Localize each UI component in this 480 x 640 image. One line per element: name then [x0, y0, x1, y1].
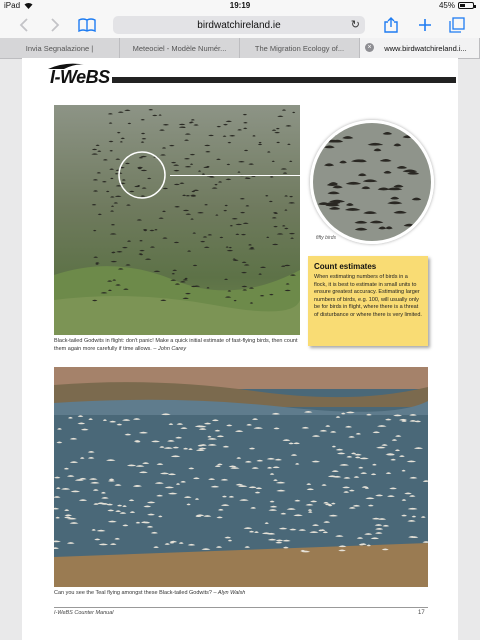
box-body: When estimating numbers of birds in a flock, it is best to estimate in small units to ensure greatest accuracy. Estimating larger numbers of birds, e.g. 100, will usually only be for birds in flight, where there is a threat of disturbance or where there is very limited. [314, 274, 422, 318]
tab-migration[interactable] [240, 38, 360, 58]
chevron-right-icon [51, 18, 60, 32]
chevron-left-icon [19, 18, 28, 32]
caption-text: Black-tailed Godwits in flight: don't panic! Make a quick initial estimate of fast-flying birds, then count them again more carefully if time allows. [54, 338, 298, 352]
tab-invia[interactable] [0, 38, 120, 58]
back-button[interactable] [12, 15, 34, 35]
url-text: birdwatchireland.ie [197, 19, 281, 31]
forward-button[interactable] [44, 15, 66, 35]
new-tab-button[interactable] [414, 15, 436, 35]
document-page [22, 58, 458, 640]
page-number: 17 [418, 610, 425, 616]
browser-toolbar [0, 12, 480, 38]
share-icon [384, 17, 398, 33]
bookmarks-button[interactable] [76, 15, 98, 35]
tab-label: www.birdwatchireland.i... [384, 43, 467, 53]
address-bar[interactable] [113, 16, 365, 34]
footer-title: I-WeBS Counter Manual [54, 610, 114, 616]
photo1-caption [54, 338, 304, 353]
tab-label: Meteociel - Modèle Numér... [132, 43, 227, 53]
bird-silhouette [327, 134, 336, 137]
status-time: 19:19 [229, 1, 251, 10]
tabs-icon [449, 17, 465, 33]
status-bar [0, 0, 480, 12]
tabs-overview-button[interactable] [446, 15, 468, 35]
tab-birdwatchireland[interactable] [360, 38, 480, 58]
tab-label: The Migration Ecology of... [254, 43, 345, 53]
book-icon [78, 18, 96, 32]
footer-rule [54, 607, 428, 608]
box-title: Count estimates [314, 262, 377, 271]
header-rule [112, 77, 456, 83]
caption-text: Can you see the Teal flying amongst these Black-tailed Godwits? [54, 590, 212, 596]
plus-icon [418, 18, 432, 32]
tab-meteociel[interactable] [120, 38, 240, 58]
godwits-teal-photo [54, 367, 428, 587]
godwits-photo [54, 105, 300, 335]
tab-label: Invia Segnalazione | [25, 43, 94, 53]
close-tab-icon[interactable]: × [365, 43, 374, 52]
photo2-caption [54, 590, 428, 598]
iwebs-logo: I-WeBS [50, 67, 110, 87]
fifty-birds-inset [310, 120, 434, 244]
device-name: iPad [4, 1, 21, 10]
caption-credit: – Alyn Walsh [213, 590, 246, 596]
battery-icon [458, 2, 474, 9]
count-estimates-box [308, 256, 428, 346]
share-button[interactable] [380, 15, 402, 35]
caption-credit: – John Carey [153, 345, 187, 352]
tab-bar [0, 38, 480, 59]
battery-percent: 45% [438, 1, 455, 10]
reload-icon[interactable]: ↻ [350, 19, 360, 31]
inset-caption: fifty birds [316, 235, 337, 241]
inset-connector [170, 175, 312, 176]
